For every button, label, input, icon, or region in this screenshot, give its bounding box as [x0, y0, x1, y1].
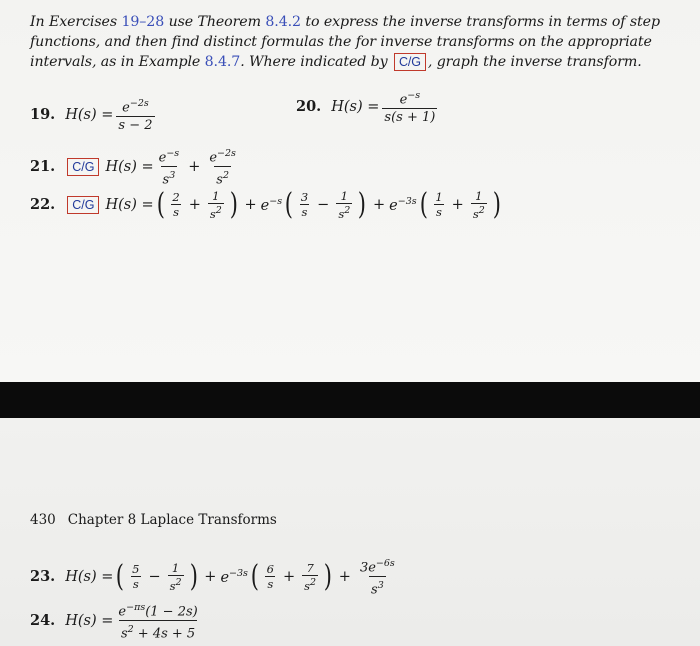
- fraction: $\frac{e^{-2s}}{s - 2}$: [118, 98, 153, 134]
- instructions-paragraph: [30, 12, 690, 72]
- intro-text: . Where indicated by: [240, 54, 392, 70]
- exercise-19: [30, 96, 158, 133]
- fraction: $\frac{e^{-s}}{s^3}$: [158, 148, 180, 188]
- chapter-title: Chapter 8 Laplace Transforms: [67, 512, 277, 528]
- function-label: H(s) =: [65, 612, 114, 629]
- cg-badge: C/G: [394, 53, 426, 71]
- page-number: 430: [30, 512, 56, 528]
- intro-text: to express the inverse transforms in terms of step functions, and then find distinct formulas the for inverse transforms on the appropriate intervals, as in Example: [30, 14, 660, 70]
- function-label: H(s) =: [105, 196, 154, 213]
- function-label: H(s) =: [65, 568, 114, 585]
- chapter-header: [30, 512, 277, 528]
- intro-text: use Theorem: [164, 14, 266, 30]
- exercise-number: 20.: [296, 98, 322, 116]
- exercise-24: [30, 600, 203, 642]
- page-divider: [0, 382, 700, 418]
- function-label: H(s) =: [65, 106, 114, 123]
- cg-badge: C/G: [67, 196, 99, 214]
- intro-text: In Exercises: [30, 14, 122, 30]
- exercise-range-link[interactable]: 19–28: [121, 14, 165, 30]
- exercise-number: 21.: [30, 158, 56, 176]
- intro-text: , graph the inverse transform.: [427, 54, 642, 70]
- exercise-21: 21. C/G H(s) = $\frac{e^{-s}}{s^3}$ + $\frac{e^{-2s}}{s^2}$: [30, 148, 236, 188]
- exercise-number: 19.: [30, 106, 56, 124]
- exercise-20: [296, 88, 440, 125]
- exercise-22: 22. C/G H(s) = ( $\frac{2}{s}$ + $\frac{1}{s^2}$ ) + $e^{-s}$ ( $\frac{3}{s}$ − $\frac{1}{s^2}$ ) + $e^{-3s}$ ( $\frac{1}{s}$ + $\frac{1}{s^2}$ ): [30, 186, 501, 222]
- fraction: $\frac{e^{-\pi s}(1 - 2s)}{s^2 + 4s + 5}$: [118, 602, 198, 642]
- example-link[interactable]: 8.4.7: [204, 54, 241, 70]
- cg-badge: C/G: [67, 158, 99, 176]
- exercise-23: 23. H(s) = ( $\frac{5}{s}$ − $\frac{1}{s^2}$ ) + $e^{-3s}$ ( $\frac{6}{s}$ + $\frac{7}{s^2}$ ) + $\frac{3e^{-6s}}{s^3}$: [30, 558, 395, 598]
- exercise-number: 23.: [30, 568, 56, 586]
- exercise-number: 22.: [30, 196, 56, 214]
- exercise-number: 24.: [30, 612, 56, 630]
- fraction: $\frac{e^{-2s}}{s^2}$: [209, 148, 236, 188]
- function-label: H(s) =: [105, 158, 154, 175]
- function-label: H(s) =: [331, 98, 380, 115]
- theorem-link[interactable]: 8.4.2: [265, 14, 301, 30]
- fraction: $\frac{e^{-s}}{s(s + 1)}$: [384, 90, 436, 126]
